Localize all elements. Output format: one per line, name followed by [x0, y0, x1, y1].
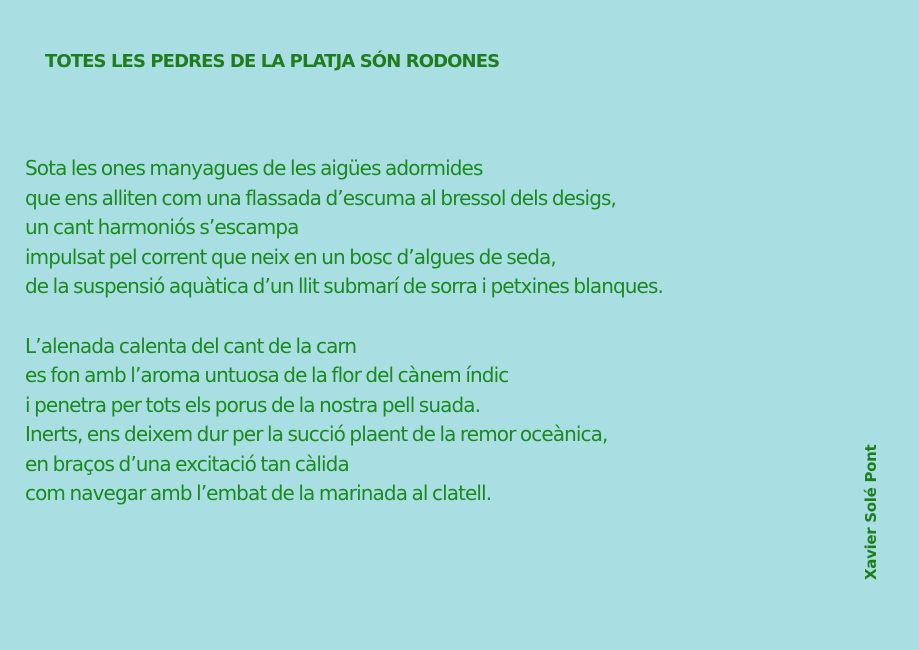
poem-line: un cant harmoniós s’escampa	[25, 215, 299, 239]
poem-line: es fon amb l’aroma untuosa de la flor del cànem índic	[25, 363, 509, 387]
poem-line: impulsat pel corrent que neix en un bosc d’algues de seda,	[25, 244, 556, 269]
poem-line: com navegar amb l’embat de la marinada al clatell.	[25, 481, 492, 505]
stanza-1	[25, 154, 885, 302]
poem-title: TOTES LES PEDRES DE LA PLATJA SÓN RODONES	[45, 51, 500, 72]
author-name: Xavier Solé Pont	[862, 444, 880, 580]
poem-line: Sota les ones manyagues de les aigües adormides	[25, 156, 483, 180]
poem-line: Inerts, ens deixem dur per la succió plaent de la remor oceànica,	[25, 422, 608, 446]
poem-line: en braços d’una excitació tan càlida	[25, 451, 349, 476]
poem-line: L’alenada calenta del cant de la carn	[25, 333, 357, 358]
poem-line: i penetra per tots els porus de la nostra pell suada.	[25, 392, 481, 417]
poem-body	[25, 154, 885, 539]
poem-line: de la suspensió aquàtica d’un llit submarí de sorra i petxines blanques.	[25, 274, 663, 298]
poem-line: que ens alliten com una flassada d’escuma al bressol dels desigs,	[25, 185, 616, 210]
stanza-2	[25, 332, 885, 509]
